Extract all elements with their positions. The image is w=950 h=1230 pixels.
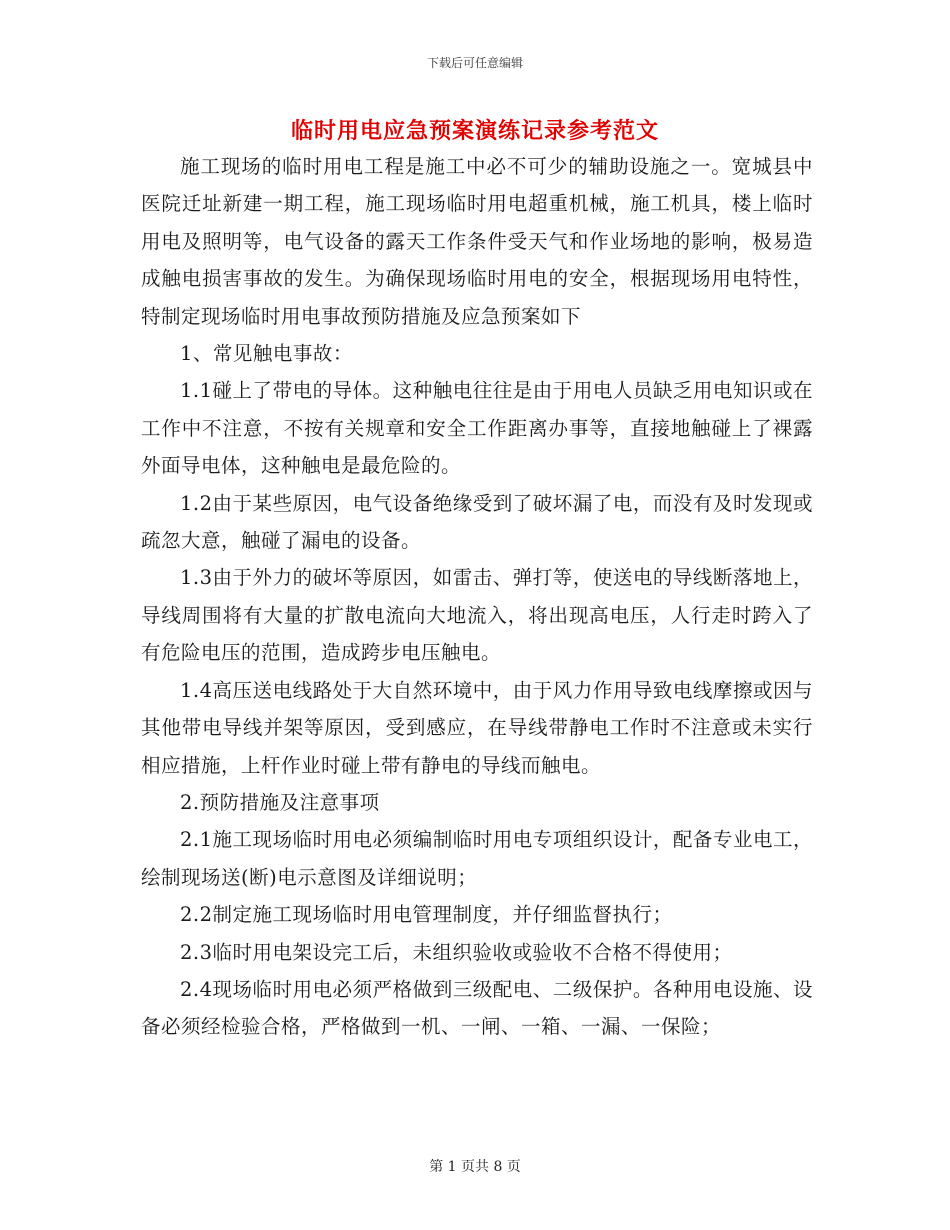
document-body bbox=[141, 148, 813, 1046]
paragraph-2-2: 2.2制定施工现场临时用电管理制度，并仔细监督执行； bbox=[180, 903, 673, 927]
paragraph-2-4: 2.4现场临时用电必须严格做到三级配电、二级保护。各种用电设施、设备必须经检验合格，严格做到一机、一闸、一箱、一漏、一保险； bbox=[141, 977, 813, 1039]
paragraph-1-2: 1.2由于某些原因，电气设备绝缘受到了破坏漏了电，而没有及时发现或疏忽大意，触碰了漏电的设备。 bbox=[141, 491, 813, 553]
paragraph-2-1: 2.1施工现场临时用电必须编制临时用电专项组织设计，配备专业电工，绘制现场送(断)电示意图及详细说明； bbox=[141, 828, 813, 889]
paragraph-1-4: 1.4高压送电线路处于大自然环境中，由于风力作用导致电线摩擦或因与其他带电导线并架等原因，受到感应，在导线带静电工作时不注意或未实行相应措施，上杆作业时碰上带有静电的导线而触电。 bbox=[141, 678, 813, 777]
document-title: 临时用电应急预案演练记录参考范文 bbox=[290, 118, 659, 144]
page-header: 下载后可任意编辑 bbox=[426, 56, 523, 70]
page-number-footer: 第 1 页共 8 页 bbox=[429, 1159, 521, 1175]
paragraph-1-3: 1.3由于外力的破坏等原因，如雷击、弹打等，使送电的导线断落地上，导线周围将有大量的扩散电流向大地流入，将出现高电压，人行走时跨入了有危险电压的范围，造成跨步电压触电。 bbox=[141, 566, 813, 665]
section-heading-common-accidents: 1、常见触电事故： bbox=[180, 342, 353, 366]
paragraph-1-1: 1.1碰上了带电的导体。这种触电往往是由于用电人员缺乏用电知识或在工作中不注意，不按有关规章和安全工作距离办事等，直接地触碰上了裸露外面导电体，这种触电是最危险的。 bbox=[141, 379, 813, 478]
intro-paragraph: 施工现场的临时用电工程是施工中必不可少的辅助设施之一。宽城县中医院迁址新建一期工程，施工现场临时用电超重机械，施工机具，楼上临时用电及照明等，电气设备的露天工作条件受天气和作业场地的影响，极易造成触电损害事故的发生。为确保现场临时用电的安全，根据现场用电特性，特制定现场临时用电事故预防措施及应急预案如下 bbox=[141, 155, 813, 328]
section-heading-prevention: 2.预防措施及注意事项 bbox=[180, 790, 380, 814]
paragraph-2-3: 2.3临时用电架设完工后，未组织验收或验收不合格不得使用； bbox=[180, 940, 733, 964]
